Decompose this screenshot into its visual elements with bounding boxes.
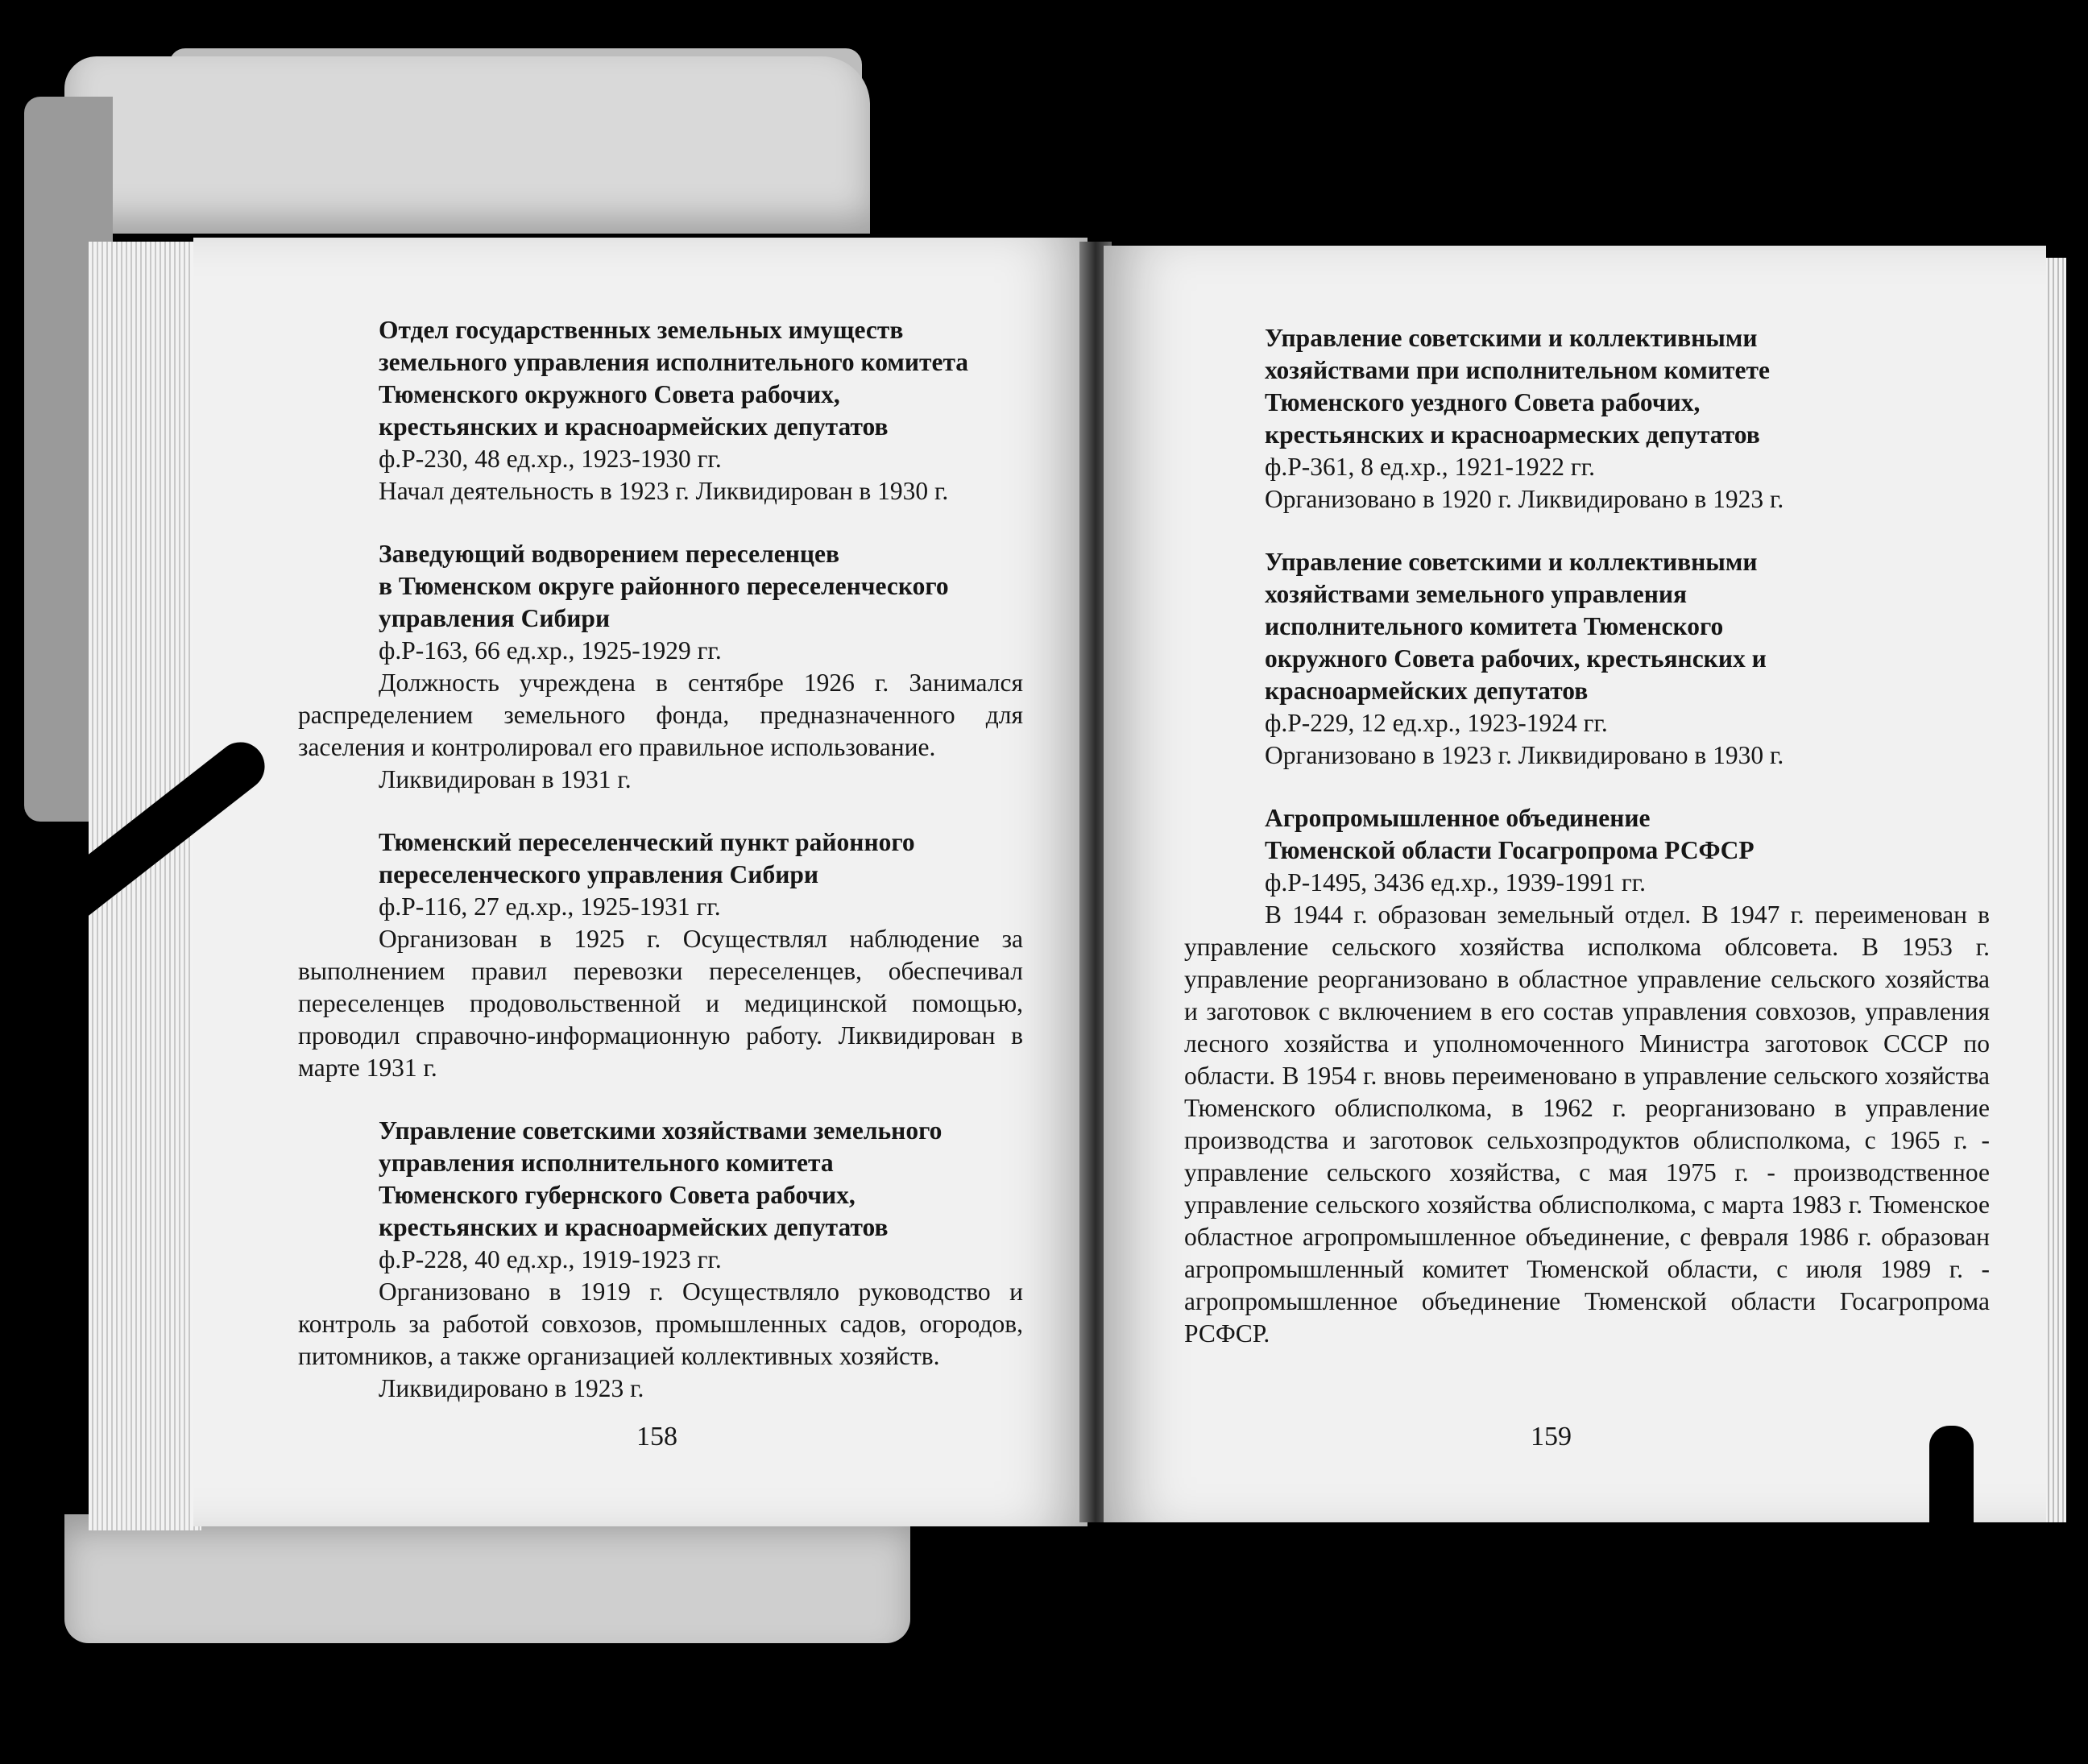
archive-entry [298, 314, 1023, 507]
entry-description: В 1944 г. образован земельный отдел. В 1947 г. переименован в управление сельского хозяйства исполкома облсовета. В 1953 г. управление реорганизовано в областное управление сельского хозяйства и заготовок с включением в его состав управления совхозов, управления лесного хозяйства и уполномоченного Министра заготовок СССР по области. В 1954 г. вновь переименовано в управление сельского хозяйства Тюменского облисполкома, в 1962 г. реорганизовано в управление производства и заготовок сельхозпродуктов облисполкома, с 1965 г. - управление сельского хозяйства, с мая 1975 г. - производственное управление сельского хозяйства облисполкома, с марта 1983 г. Тюменское областное агропромышленное объединение, с февраля 1986 г. образован агропромышленный комитет Тюменской области, с июля 1989 г. - агропромышленное объединение Тюменской области Госагропрома РСФСР. [1184, 901, 1990, 1348]
entry-description: Начал деятельность в 1923 г. Ликвидирован в 1930 г. [379, 477, 949, 505]
entry-heading-line: Отдел государственных земельных имуществ [379, 316, 904, 344]
page-number: 159 [1531, 1422, 1572, 1451]
entry-heading-line: переселенческого управления Сибири [379, 860, 819, 888]
archive-entry [298, 1115, 1023, 1405]
entry-heading-line: окружного Совета рабочих, крестьянских и [1265, 644, 1767, 673]
entry-liquidation: Ликвидировано в 1923 г. [379, 1374, 644, 1402]
entry-heading-line: в Тюменском округе районного переселенческого [379, 572, 949, 600]
fund-reference: ф.Р-116, 27 ед.хр., 1925-1931 гг. [379, 892, 721, 921]
fund-reference: ф.Р-1495, 3436 ед.хр., 1939-1991 гг. [1265, 868, 1647, 896]
entry-heading-line: крестьянских и красноармеских депутатов [1265, 420, 1760, 449]
fund-reference: ф.Р-163, 66 ед.хр., 1925-1929 гг. [379, 636, 722, 665]
entry-description: Организовано в 1920 г. Ликвидировано в 1923 г. [1265, 485, 1784, 513]
archive-entry [1184, 802, 1990, 1350]
entry-description: Организовано в 1919 г. Осуществляло руководство и контроль за работой совхозов, промышленных садов, огородов, питомников, а также организацией коллективных хозяйств. [298, 1277, 1023, 1370]
entry-heading-line: Тюменский переселенческий пункт районного [379, 828, 915, 856]
entry-heading-line: земельного управления исполнительного комитета [379, 348, 969, 376]
entry-heading-line: красноармейских депутатов [1265, 677, 1589, 705]
fund-reference: ф.Р-229, 12 ед.хр., 1923-1924 гг. [1265, 709, 1608, 737]
entry-heading-line: Тюменского губернского Совета рабочих, [379, 1181, 856, 1209]
fund-reference: ф.Р-228, 40 ед.хр., 1919-1923 гг. [379, 1245, 722, 1273]
entry-heading-line: управления исполнительного комитета [379, 1149, 834, 1177]
entry-heading-line: крестьянских и красноармейских депутатов [379, 1213, 889, 1241]
entry-heading-line: Тюменской области Госагропрома РСФСР [1265, 836, 1754, 864]
entry-heading-line: Управление советскими и коллективными [1265, 548, 1758, 576]
entry-heading-line: Управление советскими хозяйствами земельного [379, 1116, 942, 1145]
left-page [193, 238, 1088, 1526]
page-number: 158 [636, 1422, 677, 1451]
archive-entry [1184, 546, 1990, 772]
right-page-text [1184, 322, 1990, 1381]
entry-heading-line: Управление советскими и коллективными [1265, 324, 1758, 352]
archive-entry [1184, 322, 1990, 516]
page-holder-pointer-right [1929, 1426, 1974, 1764]
fund-reference: ф.Р-361, 8 ед.хр., 1921-1922 гг. [1265, 453, 1596, 481]
foam-pad-bottom [64, 1514, 910, 1643]
right-page [1104, 246, 2046, 1522]
entry-description: Организован в 1925 г. Осуществлял наблюдение за выполнением правил перевозки переселенцев, обеспечивал переселенцев продовольственной и медицинской помощью, проводил справочно-информационную работу. Ликвидирован в марте 1931 г. [298, 925, 1023, 1082]
entry-heading-line: крестьянских и красноармейских депутатов [379, 412, 889, 441]
entry-heading-line: Заведующий водворением переселенцев [379, 540, 840, 568]
entry-heading-line: Тюменского окружного Совета рабочих, [379, 380, 840, 408]
entry-description: Должность учреждена в сентябре 1926 г. Занимался распределением земельного фонда, предназначенного для заселения и контролировал его правильное использование. [298, 669, 1023, 761]
entry-liquidation: Ликвидирован в 1931 г. [379, 765, 632, 793]
archive-entry [298, 538, 1023, 796]
foam-pad-top [64, 56, 870, 234]
fund-reference: ф.Р-230, 48 ед.хр., 1923-1930 гг. [379, 445, 722, 473]
entry-description: Организовано в 1923 г. Ликвидировано в 1930 г. [1265, 741, 1784, 769]
archive-entry [298, 826, 1023, 1084]
entry-heading-line: Тюменского уездного Совета рабочих, [1265, 388, 1701, 416]
entry-heading-line: Агропромышленное объединение [1265, 804, 1651, 832]
entry-heading-line: управления Сибири [379, 604, 611, 632]
left-page-text [298, 314, 1023, 1435]
entry-heading-line: исполнительного комитета Тюменского [1265, 612, 1724, 640]
entry-heading-line: хозяйствами при исполнительном комитете [1265, 356, 1770, 384]
entry-heading-line: хозяйствами земельного управления [1265, 580, 1688, 608]
